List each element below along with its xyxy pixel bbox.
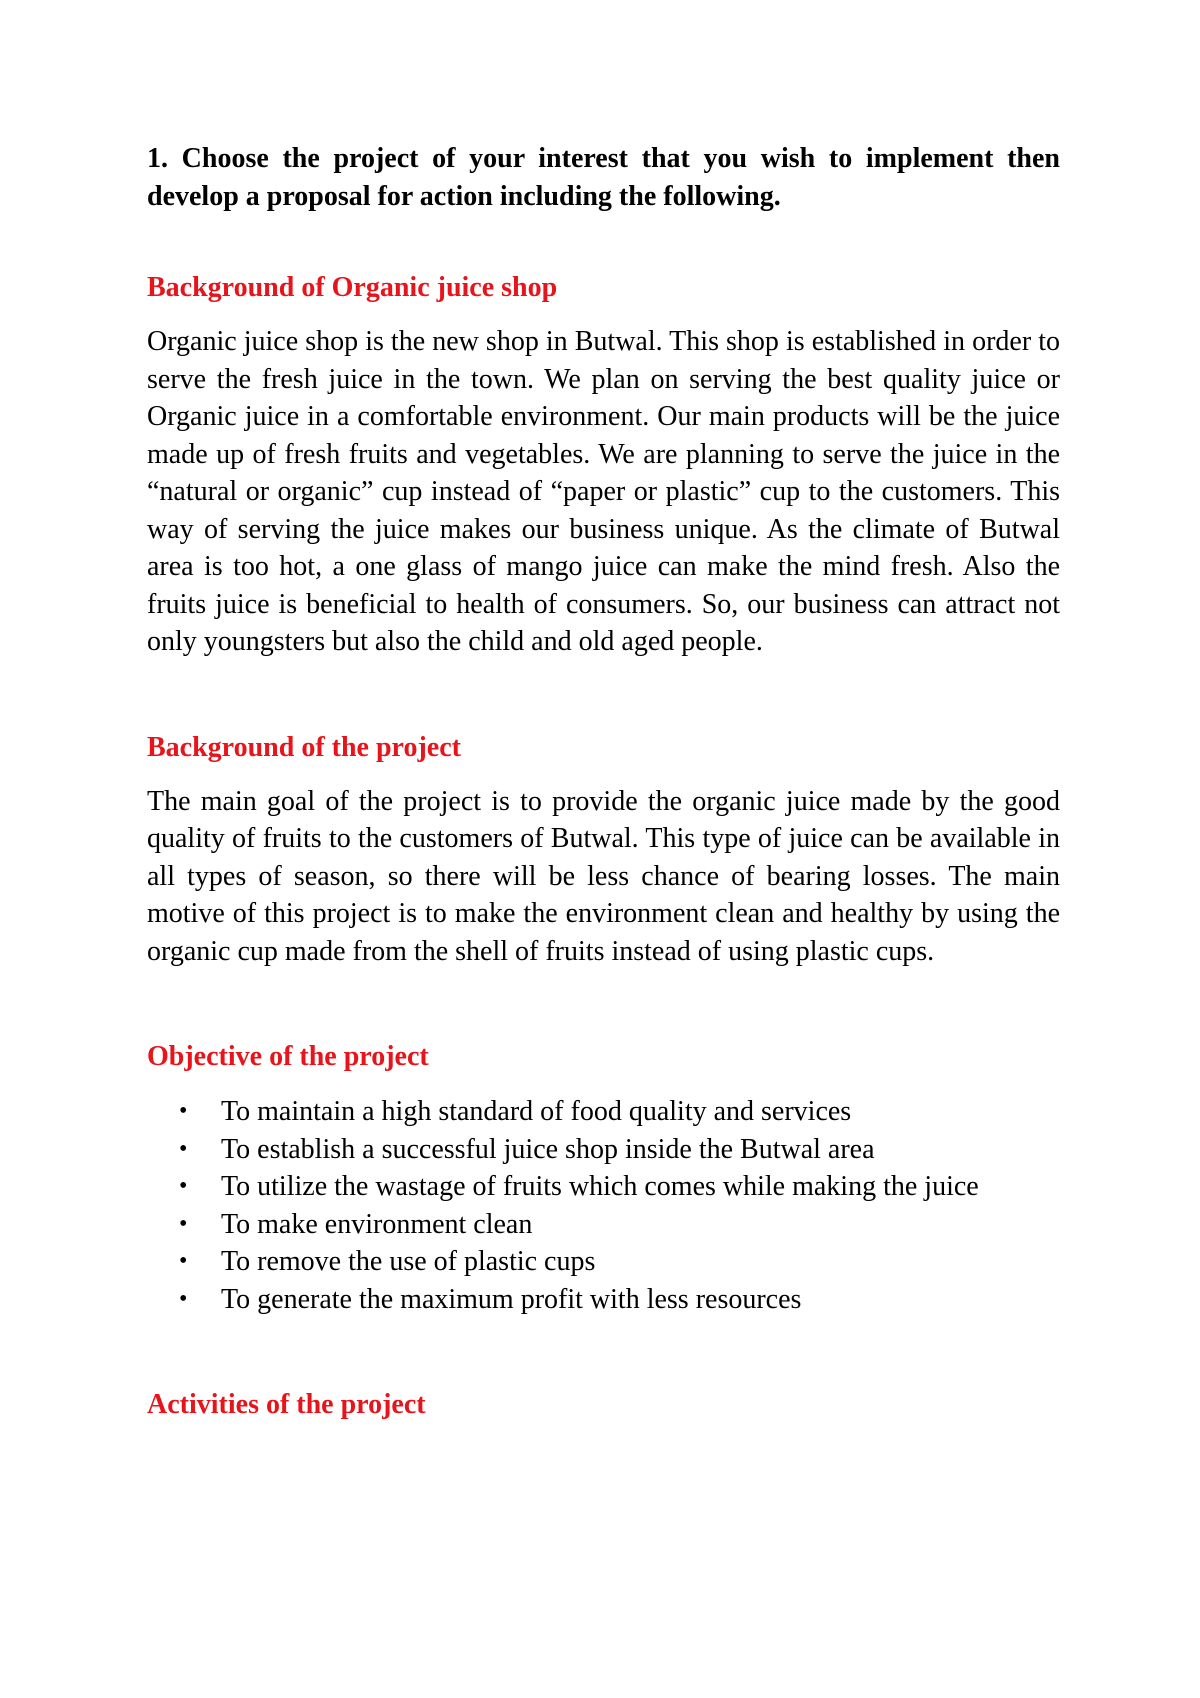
list-item-text: To establish a successful juice shop inside the Butwal area xyxy=(221,1133,875,1165)
list-item xyxy=(147,1243,1060,1281)
bullet-icon: • xyxy=(179,1135,188,1162)
section-heading-activities: Activities of the project xyxy=(147,1389,426,1420)
document-page xyxy=(147,140,1060,1424)
section-heading-objective: Objective of the project xyxy=(147,1041,429,1072)
list-item xyxy=(147,1281,1060,1319)
bullet-icon: • xyxy=(179,1098,188,1124)
section-heading-organic-juice-shop: Background of Organic juice shop xyxy=(147,272,558,303)
list-item-text: To generate the maximum profit with less resources xyxy=(221,1283,802,1315)
list-item-text: To remove the use of plastic cups xyxy=(221,1246,596,1277)
bullet-icon: • xyxy=(179,1285,188,1312)
bullet-icon: • xyxy=(179,1248,188,1274)
list-item xyxy=(147,1093,1060,1131)
bullet-icon: • xyxy=(179,1210,188,1237)
list-item xyxy=(147,1131,1060,1169)
question-text: 1. Choose the project of your interest that you wish to implement then develop a proposal for action including the following. xyxy=(147,143,1060,212)
section-heading-background-project: Background of the project xyxy=(147,731,461,763)
section-body-organic-juice-shop: Organic juice shop is the new shop in Butwal. This shop is established in order to serve the fresh juice in the town. We plan on serving the best quality juice or Organic juice in a comfortable environment. Our main products will be the juice made up of fresh fruits and vegetables. We are planning to serve the juice in the “natural or organic” cup instead of “paper or plastic” cup to the customers. This way of serving the juice makes our business unique. As the climate of Butwal area is too hot, a one glass of mango juice can make the mind fresh. Also the fruits juice is beneficial to health of consumers. So, our business can attract not only youngsters but also the child and old aged people. xyxy=(147,326,1060,657)
section-body-background-project: The main goal of the project is to provide the organic juice made by the good quality of fruits to the customers of Butwal. This type of juice can be available in all types of season, so there will be less chance of bearing losses. The main motive of this project is to make the environment clean and healthy by using the organic cup made from the shell of fruits instead of using plastic cups. xyxy=(147,785,1060,967)
list-item xyxy=(147,1168,1060,1206)
list-item xyxy=(147,1206,1060,1244)
bullet-icon: • xyxy=(179,1173,188,1199)
list-item-text: To maintain a high standard of food quality and services xyxy=(221,1096,852,1127)
objective-list xyxy=(147,1093,1060,1318)
list-item-text: To make environment clean xyxy=(221,1208,533,1240)
list-item-text: To utilize the wastage of fruits which comes while making the juice xyxy=(221,1171,979,1202)
